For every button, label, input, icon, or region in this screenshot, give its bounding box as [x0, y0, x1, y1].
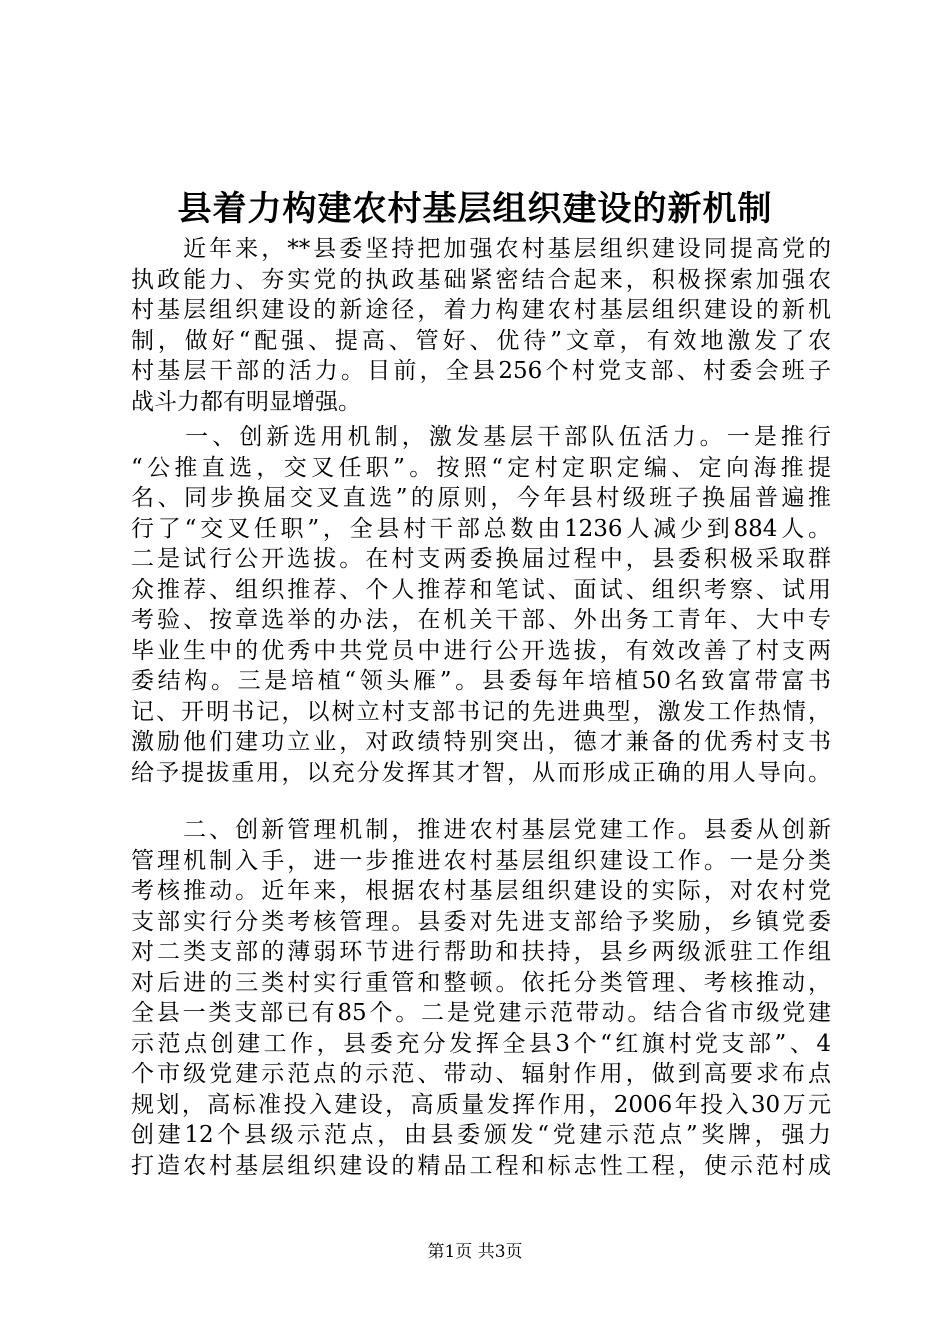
paragraph-section-two — [131, 815, 831, 1181]
paragraph-line: 全县一类支部已有85个。二是党建示范带动。结合省市级党建 — [131, 1000, 831, 1026]
document-title: 县着力构建农村基层组织建设的新机制 — [177, 189, 773, 229]
paragraph-line: 行了“交叉任职”，全县村干部总数由1236人减少到884人。 — [131, 515, 831, 542]
paragraph-line: 二是试行公开选拔。在村支两委换届过程中，县委积极采取群 — [131, 546, 831, 572]
paragraph-line: 一、创新选用机制，激发基层干部队伍活力。一是推行 — [131, 424, 831, 450]
paragraph-line: 对二类支部的薄弱环节进行帮助和扶持，县乡两级派驻工作组 — [131, 939, 831, 965]
paragraph-line: 对后进的三类村实行重管和整顿。依托分类管理、考核推动， — [131, 969, 831, 996]
paragraph-line: 村基层组织建设的新途径，着力构建农村基层组织建设的新机 — [131, 297, 831, 323]
paragraph-intro — [131, 234, 831, 417]
paragraph-line: 示范点创建工作，县委充分发挥全县3个“红旗村党支部”、4 — [131, 1030, 831, 1057]
page-footer: 第1页 共3页 — [427, 1242, 523, 1262]
paragraph-line: 考验、按章选举的办法，在机关干部、外出务工青年、大中专 — [131, 607, 831, 633]
paragraph-line: 管理机制入手，进一步推进农村基层组织建设工作。一是分类 — [131, 847, 831, 874]
paragraph-line: 打造农村基层组织建设的精品工程和标志性工程，使示范村成 — [131, 1152, 831, 1179]
paragraph-line: 激励他们建功立业，对政绩特别突出，德才兼备的优秀村支书 — [131, 729, 831, 755]
paragraph-line: 名、同步换届交叉直选”的原则，今年县村级班子换届普遍推 — [131, 485, 831, 511]
paragraph-line: 给予提拔重用，以充分发挥其才智，从而形成正确的用人导向。 — [131, 759, 831, 786]
paragraph-line: 近年来，**县委坚持把加强农村基层组织建设同提高党的 — [131, 236, 831, 262]
paragraph-line: 支部实行分类考核管理。县委对先进支部给予奖励，乡镇党委 — [131, 908, 831, 935]
paragraph-line: 制，做好“配强、提高、管好、优待”文章，有效地激发了农 — [131, 327, 831, 354]
paragraph-line: 规划，高标准投入建设，高质量发挥作用，2006年投入30万元 — [131, 1091, 831, 1118]
paragraph-line: “公推直选，交叉任职”。按照“定村定职定编、定向海推提 — [131, 454, 831, 481]
paragraph-line: 考核推动。近年来，根据农村基层组织建设的实际，对农村党 — [131, 878, 831, 904]
paragraph-line: 记、开明书记，以树立村支部书记的先进典型，激发工作热情， — [131, 698, 831, 725]
paragraph-line: 二、创新管理机制，推进农村基层党建工作。县委从创新 — [131, 817, 831, 843]
paragraph-line: 个市级党建示范点的示范、带动、辐射作用，做到高要求布点 — [131, 1061, 831, 1087]
paragraph-line: 战斗力都有明显增强。 — [131, 388, 361, 415]
paragraph-line: 创建12个县级示范点，由县委颁发“党建示范点”奖牌，强力 — [131, 1122, 831, 1148]
paragraph-line: 委结构。三是培植“领头雁”。县委每年培植50名致富带富书 — [131, 668, 831, 694]
paragraph-line: 执政能力、夯实党的执政基础紧密结合起来，积极探索加强农 — [131, 266, 831, 293]
paragraph-line: 村基层干部的活力。目前，全县256个村党支部、村委会班子 — [131, 358, 831, 384]
paragraph-line: 毕业生中的优秀中共党员中进行公开选拔，有效改善了村支两 — [131, 637, 831, 664]
paragraph-line: 众推荐、组织推荐、个人推荐和笔试、面试、组织考察、试用 — [131, 576, 831, 603]
paragraph-section-one — [131, 422, 831, 788]
